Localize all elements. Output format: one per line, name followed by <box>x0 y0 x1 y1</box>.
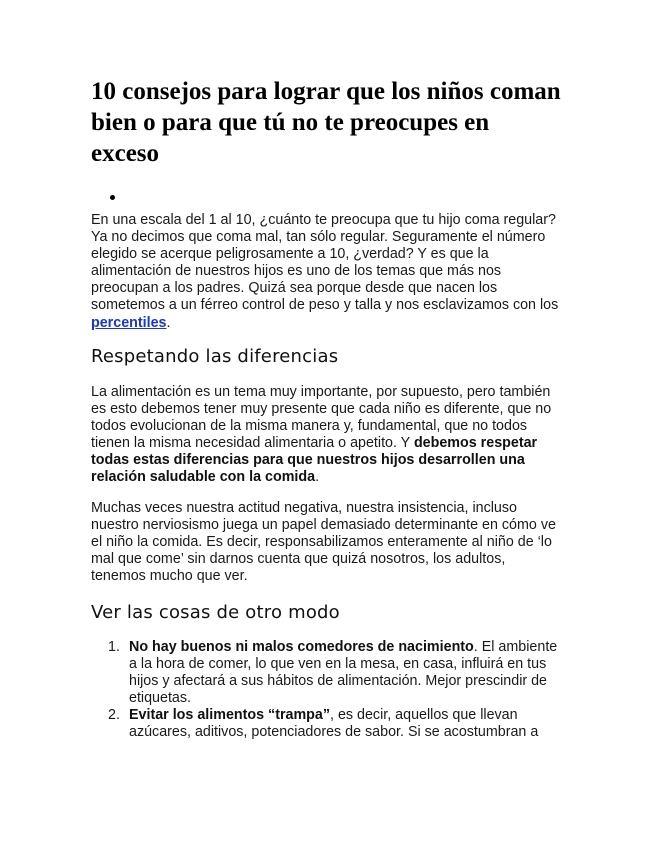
intro-paragraph <box>91 212 563 332</box>
list-item <box>91 639 563 707</box>
list-item-text: , es decir, aquellos que llevan azúcares, aditivos, potenciadores de sabor. Si se acostumbran a <box>129 707 539 741</box>
list-item-number: 2. <box>108 707 120 724</box>
empty-bullet-list <box>91 184 101 204</box>
section-heading-diferencias: Respetando las diferencias <box>91 346 339 367</box>
section1-paragraph-1-text: La alimentación es un tema muy importante, por supuesto, pero también es esto debemos tener muy presente que cada niño es diferente, que no todos evolucionan de la misma manera y, fundamental, que no todos tienen la misma necesidad alimentaria o apetito. Y <box>91 384 552 452</box>
intro-text-end: . <box>166 314 171 331</box>
list-item-number: 1. <box>108 639 120 655</box>
section-heading-otro-modo: Ver las cosas de otro modo <box>91 602 340 623</box>
section1-paragraph-1 <box>91 384 563 487</box>
bullet-icon <box>110 195 115 200</box>
article-title: 10 consejos para lograr que los niños coman bien o para que tú no te preocupes en exceso <box>91 78 561 167</box>
list-item-text: . El ambiente a la hora de comer, lo que ven en la mesa, en casa, influirá en tus hijos y afectará a sus hábitos de alimentación. Mejor prescindir de etiquetas. <box>129 639 558 707</box>
list-item-bold: Evitar los alimentos “trampa” <box>129 707 331 724</box>
intro-text: En una escala del 1 al 10, ¿cuánto te preocupa que tu hijo coma regular? Ya no decimos que coma mal, tan sólo regular. Seguramente el número elegido se acerque peligrosamente a 10, ¿verdad? Y es que la alimentación de nuestros hijos es uno de los temas que más nos preocupan a los padres. Quizá sea porque desde que nacen los sometemos a un férreo control de peso y talla y nos esclavizamos con los <box>91 212 559 314</box>
section1-paragraph-1-end: . <box>315 469 320 486</box>
section1-paragraph-1-bold: debemos respetar todas estas diferencias para que nuestros hijos desarrollen una relación saludable con la comida <box>91 435 538 486</box>
list-item <box>110 184 120 204</box>
tips-list <box>91 639 563 742</box>
list-item <box>91 707 563 741</box>
list-item-bold: No hay buenos ni malos comedores de nacimiento <box>129 639 474 655</box>
percentiles-link[interactable]: percentiles <box>91 314 167 331</box>
section1-paragraph-2: Muchas veces nuestra actitud negativa, nuestra insistencia, incluso nuestro nerviosismo juega un papel demasiado determinante en cómo ve el niño la comida. Es decir, responsabilizamos enteramente al niño de ‘lo mal que come’ sin darnos cuenta que quizá nosotros, los adultos, tenemos mucho que ver. <box>91 500 556 585</box>
